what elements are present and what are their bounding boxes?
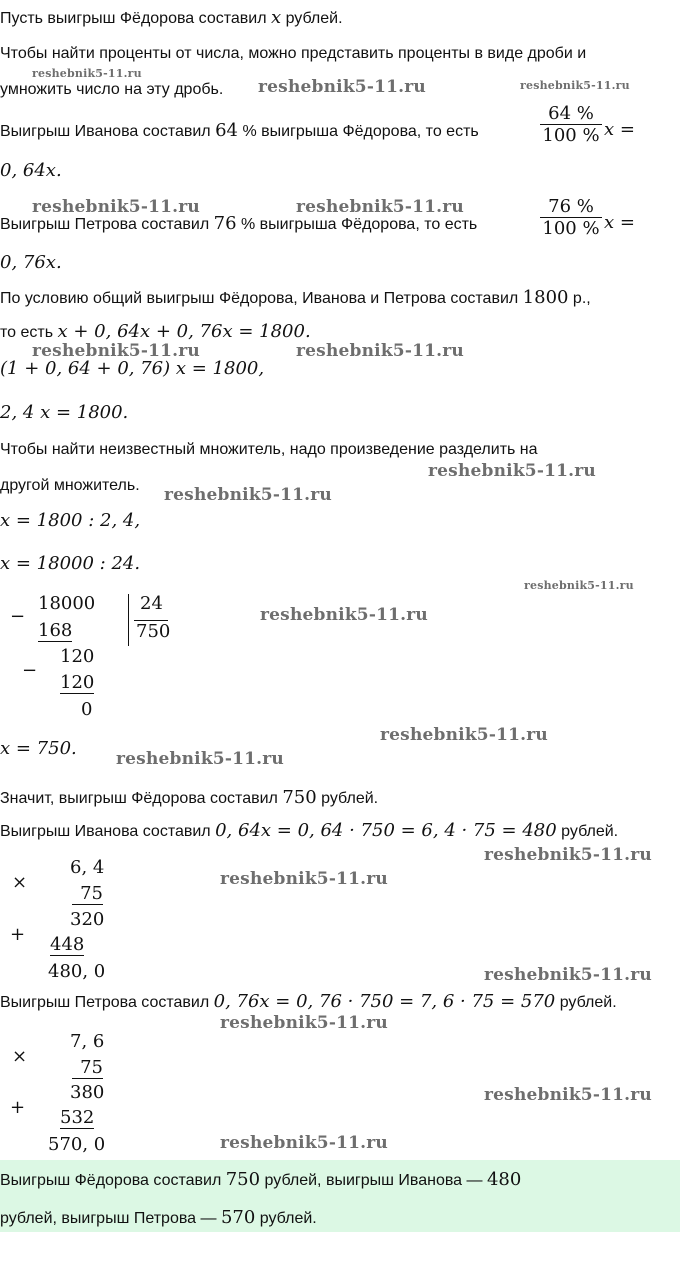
division-minus-1: − [10, 606, 26, 627]
text-line-1: Пусть выигрыш Фёдорова составил x рублей. [0, 7, 343, 28]
division-divisor: 24 [140, 593, 163, 614]
fraction-76-percent: $\frac{76 \%}{100 \%}$ [540, 196, 602, 239]
watermark: reshebnik5-11.ru [484, 845, 652, 865]
watermark: reshebnik5-11.ru [32, 67, 142, 80]
text-line-petrov-percent: Выигрыш Петрова составил 76 % выигрыша Фёдорова, то есть [0, 213, 478, 234]
watermark: reshebnik5-11.ru [260, 605, 428, 625]
division-sub-1: 168 [38, 620, 73, 641]
math-line-x-750: x = 750. [0, 738, 77, 759]
text-line-rule-2: другой множитель. [0, 477, 140, 494]
mult2-partial-1: 380 [70, 1082, 105, 1103]
watermark: reshebnik5-11.ru [164, 485, 332, 505]
watermark: reshebnik5-11.ru [484, 965, 652, 985]
division-remainder-2: 0 [81, 699, 93, 720]
text-line-3: умножить число на эту дробь. [0, 81, 224, 98]
text-line-equation: то есть x + 0, 64x + 0, 76x = 1800. [0, 321, 311, 342]
division-sub-2: 120 [60, 672, 95, 693]
mult1-factor-b: 75 [72, 883, 103, 905]
text-line-ivanov-result: Выигрыш Иванова составил 0, 64x = 0, 64 · 750 = 6, 4 · 75 = 480 рублей. [0, 820, 619, 841]
watermark: reshebnik5-11.ru [380, 725, 548, 745]
mult2-plus: + [10, 1097, 26, 1118]
text-line-fedorov: Значит, выигрыш Фёдорова составил 750 рублей. [0, 787, 379, 808]
division-bracket-line [128, 594, 129, 646]
text-line-rule-1: Чтобы найти неизвестный множитель, надо произведение разделить на [0, 441, 538, 458]
watermark: reshebnik5-11.ru [220, 1133, 388, 1153]
mult2-factor-b: 75 [72, 1057, 103, 1079]
division-dividend: 18000 [38, 593, 96, 614]
division-quotient: 750 [136, 621, 171, 642]
text-line-ivanov-percent: Выигрыш Иванова составил 64 % выигрыша Фёдорова, то есть [0, 120, 479, 141]
math-line-x-div-2: x = 18000 : 24. [0, 553, 141, 574]
text-line-petrov-result: Выигрыш Петрова составил 0, 76x = 0, 76 · 750 = 7, 6 · 75 = 570 рублей. [0, 991, 617, 1012]
math-line-076x: 0, 76x. [0, 252, 62, 273]
math-line-064x: 0, 64x. [0, 160, 62, 181]
watermark: reshebnik5-11.ru [32, 341, 200, 361]
watermark: reshebnik5-11.ru [32, 197, 200, 217]
mult1-factor-a: 6, 4 [70, 857, 105, 878]
watermark: reshebnik5-11.ru [524, 579, 634, 592]
text-line-2: Чтобы найти проценты от числа, можно представить проценты в виде дроби и [0, 45, 587, 62]
math-line-x-div-1: x = 1800 : 2, 4, [0, 510, 141, 531]
watermark: reshebnik5-11.ru [258, 77, 426, 97]
mult1-partial-2: 448 [50, 934, 85, 955]
math-line-24x: 2, 4 x = 1800. [0, 402, 129, 423]
answer-line-2: рублей, выигрыш Петрова — 570 рублей. [0, 1207, 317, 1228]
mult2-factor-a: 7, 6 [70, 1031, 105, 1052]
mult1-result: 480, 0 [48, 961, 106, 982]
watermark: reshebnik5-11.ru [428, 461, 596, 481]
fraction-64-percent: $\frac{64 \%}{100 \%}$ [540, 103, 602, 146]
mult2-partial-2: 532 [60, 1107, 95, 1128]
watermark: reshebnik5-11.ru [520, 79, 630, 92]
mult1-plus: + [10, 924, 26, 945]
math-line-sum: (1 + 0, 64 + 0, 76) x = 1800, [0, 358, 265, 379]
watermark: reshebnik5-11.ru [296, 197, 464, 217]
division-remainder-1: 120 [60, 646, 95, 667]
mult2-result: 570, 0 [48, 1134, 106, 1155]
watermark: reshebnik5-11.ru [484, 1085, 652, 1105]
mult2-times: × [12, 1046, 28, 1067]
watermark: reshebnik5-11.ru [296, 341, 464, 361]
mult1-partial-1: 320 [70, 909, 105, 930]
answer-line-1: Выигрыш Фёдорова составил 750 рублей, выигрыш Иванова — 480 [0, 1169, 522, 1190]
fraction-2-tail: x = [604, 212, 635, 233]
watermark: reshebnik5-11.ru [220, 869, 388, 889]
division-minus-2: − [22, 660, 38, 681]
mult1-times: × [12, 872, 28, 893]
fraction-1-tail: x = [604, 119, 635, 140]
watermark: reshebnik5-11.ru [116, 749, 284, 769]
text-line-condition: По условию общий выигрыш Фёдорова, Иванова и Петрова составил 1800 р., [0, 287, 591, 308]
watermark: reshebnik5-11.ru [220, 1013, 388, 1033]
